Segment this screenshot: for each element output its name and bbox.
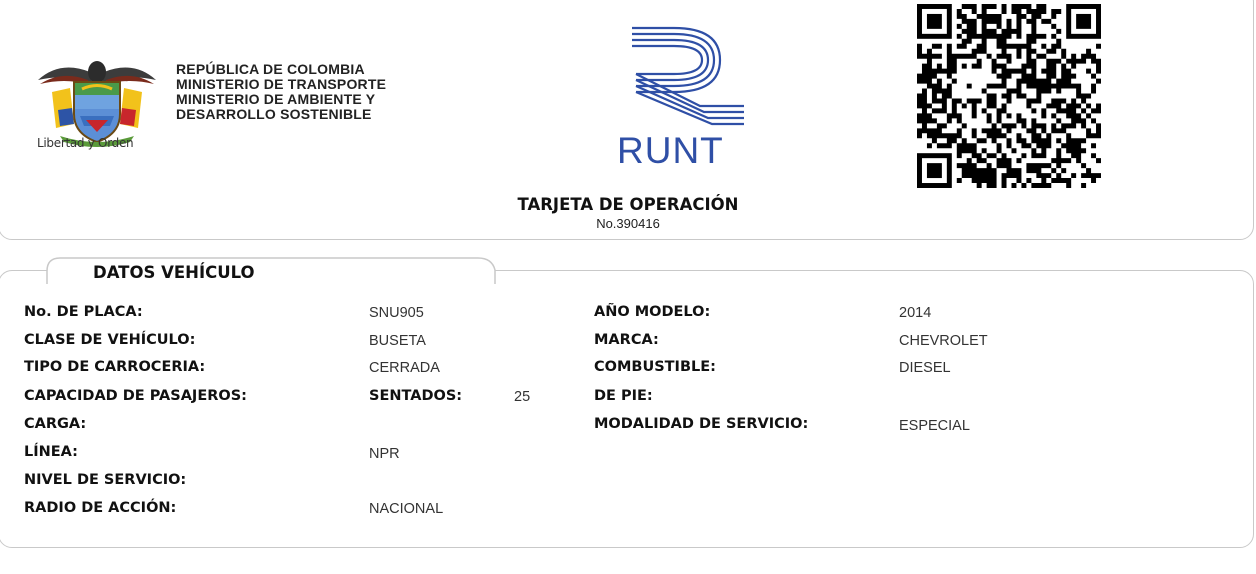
linea-value: NPR: [369, 446, 400, 462]
clase-label: CLASE DE VEHÍCULO:: [24, 332, 196, 348]
linea-label: LÍNEA:: [24, 444, 78, 460]
modelo-value: 2014: [899, 305, 932, 321]
modalidad-value: ESPECIAL: [899, 418, 970, 434]
sentados-value: 25: [514, 389, 531, 405]
document-number: No.390416: [596, 216, 660, 231]
section-title: DATOS VEHÍCULO: [93, 263, 255, 282]
ministry-line-3: MINISTERIO DE AMBIENTE Y: [176, 91, 376, 107]
qr-finder-0: [917, 4, 952, 39]
nivel-label: NIVEL DE SERVICIO:: [24, 472, 187, 488]
marca-label: MARCA:: [594, 332, 659, 348]
marca-value: CHEVROLET: [899, 333, 988, 349]
clase-value: BUSETA: [369, 333, 426, 349]
qr-finder-2: [917, 153, 952, 188]
ministry-line-2: MINISTERIO DE TRANSPORTE: [176, 76, 387, 92]
runt-logo-text: RUNT: [617, 130, 724, 171]
modelo-label: AÑO MODELO:: [594, 304, 711, 320]
qr-code-icon: [917, 4, 1101, 188]
sentados-label: SENTADOS:: [369, 388, 463, 404]
capacidad-label: CAPACIDAD DE PASAJEROS:: [24, 388, 247, 404]
depie-label: DE PIE:: [594, 388, 653, 404]
combustible-label: COMBUSTIBLE:: [594, 359, 716, 375]
carroceria-value: CERRADA: [369, 360, 440, 376]
radio-value: NACIONAL: [369, 501, 444, 517]
coat-of-arms-motto: Libertad y Orden: [37, 136, 134, 150]
ministry-line-1: REPÚBLICA DE COLOMBIA: [176, 61, 365, 77]
placa-value: SNU905: [369, 305, 424, 321]
ministry-text: [176, 62, 386, 122]
modalidad-label: MODALIDAD DE SERVICIO:: [594, 416, 809, 432]
document-title: TARJETA DE OPERACIÓN: [517, 195, 739, 214]
ministry-line-4: DESARROLLO SOSTENIBLE: [176, 106, 372, 122]
carga-label: CARGA:: [24, 416, 87, 432]
radio-label: RADIO DE ACCIÓN:: [24, 500, 177, 516]
qr-finder-1: [1066, 4, 1101, 39]
combustible-value: DIESEL: [899, 360, 951, 376]
carroceria-label: TIPO DE CARROCERIA:: [24, 359, 206, 375]
placa-label: No. DE PLACA:: [24, 304, 143, 320]
